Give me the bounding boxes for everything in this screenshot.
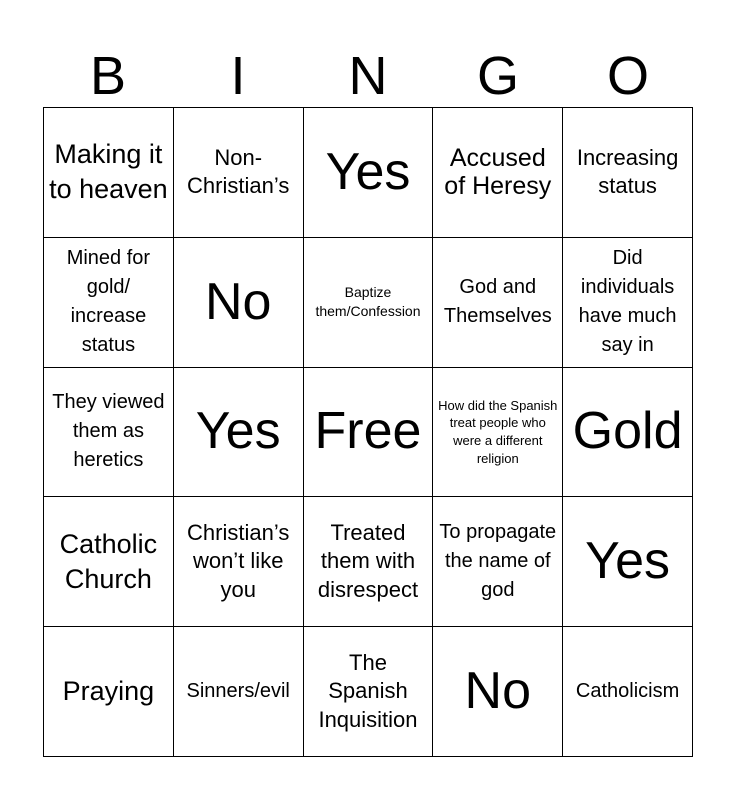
bingo-cell[interactable]: The Spanish Inquisition: [304, 627, 434, 757]
bingo-cell[interactable]: Increasing status: [563, 108, 693, 238]
bingo-cell[interactable]: Mined for gold/ increase status: [44, 238, 174, 368]
bingo-grid: [43, 107, 693, 757]
bingo-cell[interactable]: They viewed them as heretics: [44, 368, 174, 498]
bingo-cell[interactable]: Christian’s won’t like you: [174, 497, 304, 627]
header-letter-g: G: [476, 46, 519, 106]
bingo-cell[interactable]: No: [433, 627, 563, 757]
bingo-cell[interactable]: Accused of Heresy: [433, 108, 563, 238]
bingo-cell[interactable]: Yes: [304, 108, 434, 238]
header-letter-n: N: [348, 46, 388, 106]
bingo-cell[interactable]: God and Themselves: [433, 238, 563, 368]
bingo-cell[interactable]: Baptize them/Confession: [304, 238, 434, 368]
bingo-cell[interactable]: Did individuals have much say in: [563, 238, 693, 368]
bingo-cell[interactable]: Catholic Church: [44, 497, 174, 627]
bingo-cell[interactable]: Sinners/evil: [174, 627, 304, 757]
bingo-cell[interactable]: Non-Christian’s: [174, 108, 304, 238]
bingo-cell[interactable]: How did the Spanish treat people who were a different religion: [433, 368, 563, 498]
header-letter-b: B: [89, 46, 127, 106]
header-letter-i: I: [230, 46, 246, 106]
bingo-cell[interactable]: Praying: [44, 627, 174, 757]
bingo-header: [43, 44, 693, 108]
bingo-cell[interactable]: Gold: [563, 368, 693, 498]
bingo-cell[interactable]: Yes: [174, 368, 304, 498]
bingo-cell-free[interactable]: Free: [304, 368, 434, 498]
bingo-cell[interactable]: No: [174, 238, 304, 368]
bingo-cell[interactable]: To propagate the name of god: [433, 497, 563, 627]
bingo-cell[interactable]: Making it to heaven: [44, 108, 174, 238]
bingo-cell[interactable]: Yes: [563, 497, 693, 627]
bingo-cell[interactable]: Treated them with disrespect: [304, 497, 434, 627]
bingo-cell[interactable]: Catholicism: [563, 627, 693, 757]
header-letter-o: O: [606, 46, 649, 106]
